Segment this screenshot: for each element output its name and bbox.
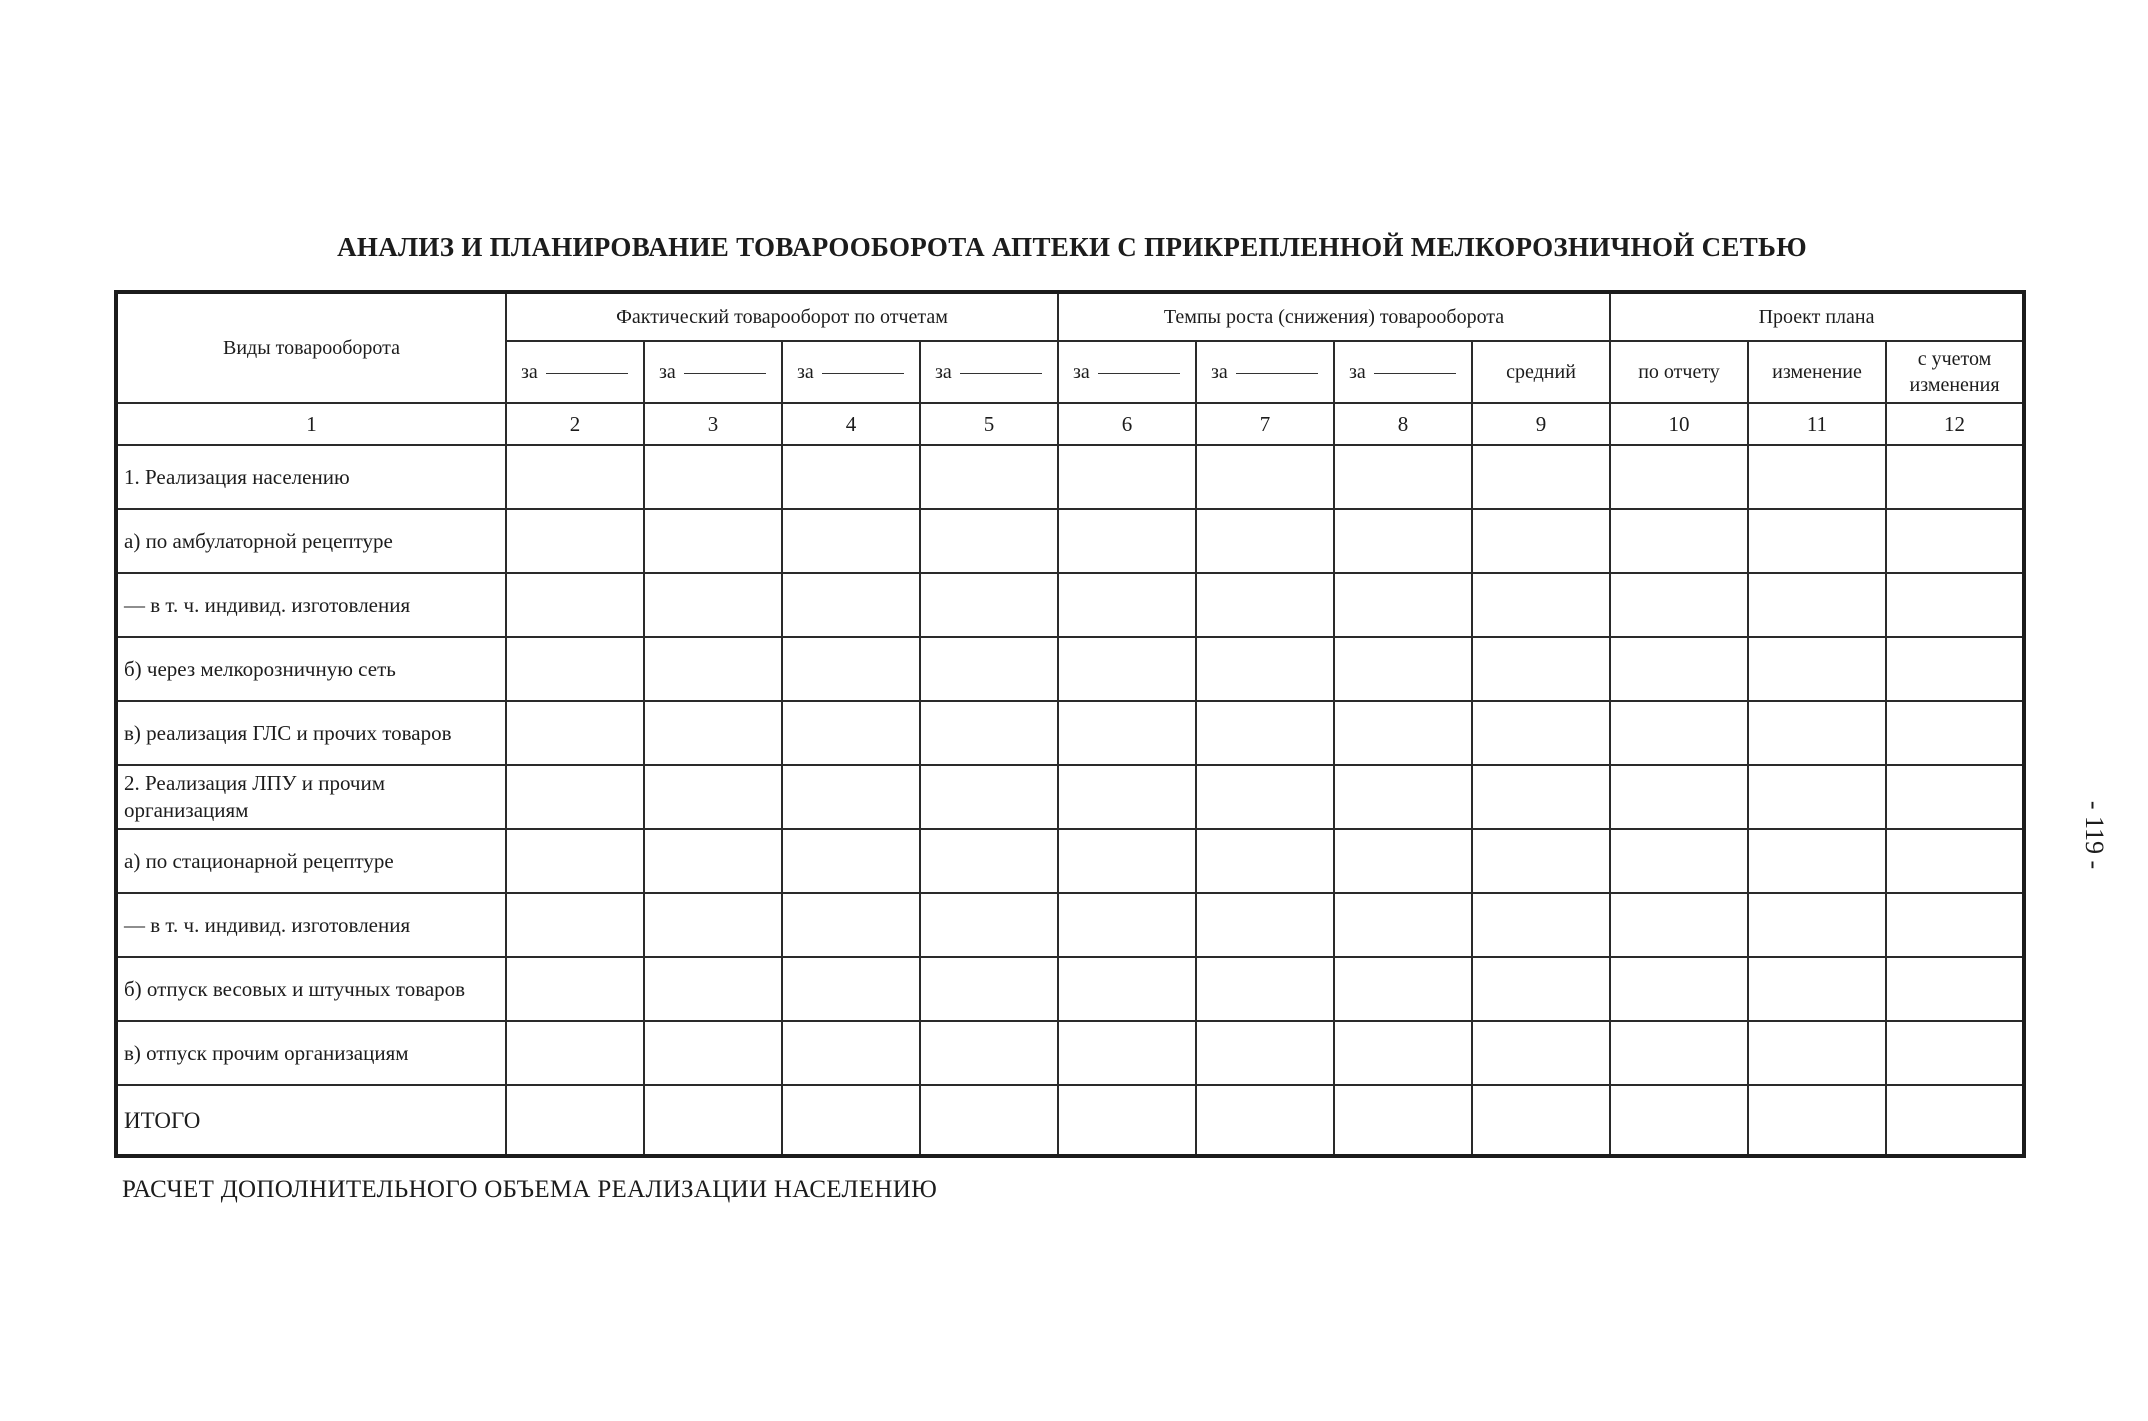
blank-cell	[506, 445, 644, 509]
blank-cell	[1196, 1085, 1334, 1156]
blank-cell	[1472, 1085, 1610, 1156]
row-label: а) по амбулаторной рецептуре	[116, 509, 506, 573]
blank-cell	[782, 573, 920, 637]
blank-cell	[1886, 957, 2024, 1021]
blank-cell	[506, 829, 644, 893]
blank-cell	[1058, 765, 1196, 829]
period-blank	[960, 373, 1042, 374]
blank-cell	[782, 829, 920, 893]
section-subtitle: РАСЧЕТ ДОПОЛНИТЕЛЬНОГО ОБЪЕМА РЕАЛИЗАЦИИ НАСЕЛЕНИЮ	[122, 1176, 938, 1203]
period-blank	[1098, 373, 1180, 374]
blank-cell	[1610, 509, 1748, 573]
header-by-report: по отчету	[1610, 341, 1748, 403]
period-cell	[644, 341, 782, 403]
period-label: за	[659, 360, 676, 383]
column-number: 9	[1472, 403, 1610, 445]
blank-cell	[782, 701, 920, 765]
blank-cell	[1334, 957, 1472, 1021]
period-cell	[506, 341, 644, 403]
table-row	[116, 829, 2024, 893]
blank-cell	[1886, 445, 2024, 509]
blank-cell	[1472, 1021, 1610, 1085]
blank-cell	[644, 637, 782, 701]
blank-cell	[1334, 893, 1472, 957]
blank-cell	[1058, 829, 1196, 893]
column-number: 2	[506, 403, 644, 445]
blank-cell	[1610, 1085, 1748, 1156]
column-number: 3	[644, 403, 782, 445]
blank-cell	[782, 509, 920, 573]
blank-cell	[782, 893, 920, 957]
table-row	[116, 637, 2024, 701]
blank-cell	[1610, 573, 1748, 637]
period-label: за	[935, 360, 952, 383]
row-label: а) по стационарной рецептуре	[116, 829, 506, 893]
blank-cell	[1472, 893, 1610, 957]
blank-cell	[1886, 509, 2024, 573]
blank-cell	[1748, 765, 1886, 829]
blank-cell	[1748, 1085, 1886, 1156]
period-blank	[1374, 373, 1456, 374]
table-row	[116, 1021, 2024, 1085]
blank-cell	[920, 829, 1058, 893]
blank-cell	[920, 637, 1058, 701]
blank-cell	[782, 957, 920, 1021]
blank-cell	[1334, 445, 1472, 509]
blank-cell	[1334, 701, 1472, 765]
column-number: 12	[1886, 403, 2024, 445]
blank-cell	[644, 1085, 782, 1156]
blank-cell	[1886, 701, 2024, 765]
blank-cell	[920, 445, 1058, 509]
blank-cell	[506, 573, 644, 637]
blank-cell	[1886, 765, 2024, 829]
column-number: 7	[1196, 403, 1334, 445]
blank-cell	[1886, 893, 2024, 957]
blank-cell	[1886, 1021, 2024, 1085]
blank-cell	[644, 957, 782, 1021]
blank-cell	[1610, 957, 1748, 1021]
blank-cell	[506, 509, 644, 573]
blank-cell	[1196, 957, 1334, 1021]
blank-cell	[1196, 765, 1334, 829]
blank-cell	[1748, 573, 1886, 637]
blank-cell	[1472, 573, 1610, 637]
row-label: 2. Реализация ЛПУ и прочим организациям	[116, 765, 506, 829]
header-actual-turnover: Фактический товарооборот по отчетам	[506, 292, 1058, 341]
blank-cell	[920, 893, 1058, 957]
row-label: 1. Реализация населению	[116, 445, 506, 509]
blank-cell	[1886, 637, 2024, 701]
column-number: 10	[1610, 403, 1748, 445]
blank-cell	[920, 701, 1058, 765]
blank-cell	[644, 765, 782, 829]
blank-cell	[1748, 1021, 1886, 1085]
blank-cell	[1058, 1085, 1196, 1156]
blank-cell	[1196, 573, 1334, 637]
header-average: средний	[1472, 341, 1610, 403]
blank-cell	[506, 765, 644, 829]
document-title: АНАЛИЗ И ПЛАНИРОВАНИЕ ТОВАРООБОРОТА АПТЕКИ С ПРИКРЕПЛЕННОЙ МЕЛКОРОЗНИЧНОЙ СЕТЬЮ	[337, 232, 1807, 262]
header-change: изменение	[1748, 341, 1886, 403]
column-number: 8	[1334, 403, 1472, 445]
blank-cell	[1058, 445, 1196, 509]
blank-cell	[1472, 637, 1610, 701]
period-label: за	[521, 360, 538, 383]
blank-cell	[920, 573, 1058, 637]
blank-cell	[1196, 509, 1334, 573]
period-blank	[684, 373, 766, 374]
blank-cell	[1334, 637, 1472, 701]
column-number: 1	[116, 403, 506, 445]
blank-cell	[782, 765, 920, 829]
blank-cell	[644, 829, 782, 893]
header-turnover-types: Виды товарооборота	[116, 292, 506, 403]
table-row-total	[116, 1085, 2024, 1156]
period-cell	[920, 341, 1058, 403]
blank-cell	[1058, 957, 1196, 1021]
blank-cell	[1058, 509, 1196, 573]
blank-cell	[1610, 701, 1748, 765]
period-label: за	[1211, 360, 1228, 383]
blank-cell	[1058, 893, 1196, 957]
blank-cell	[1196, 829, 1334, 893]
blank-cell	[1058, 701, 1196, 765]
period-blank	[822, 373, 904, 374]
row-label: б) через мелкорозничную сеть	[116, 637, 506, 701]
blank-cell	[920, 957, 1058, 1021]
blank-cell	[1610, 893, 1748, 957]
blank-cell	[1058, 637, 1196, 701]
blank-cell	[1472, 509, 1610, 573]
column-number: 5	[920, 403, 1058, 445]
table-row	[116, 573, 2024, 637]
blank-cell	[644, 573, 782, 637]
blank-cell	[1472, 957, 1610, 1021]
table-row	[116, 701, 2024, 765]
blank-cell	[1472, 829, 1610, 893]
blank-cell	[506, 893, 644, 957]
blank-cell	[920, 509, 1058, 573]
blank-cell	[1748, 829, 1886, 893]
table-row	[116, 509, 2024, 573]
period-blank	[1236, 373, 1318, 374]
column-number: 11	[1748, 403, 1886, 445]
blank-cell	[644, 893, 782, 957]
blank-cell	[920, 1085, 1058, 1156]
turnover-table	[114, 290, 2026, 1158]
row-label: б) отпуск весовых и штучных товаров	[116, 957, 506, 1021]
blank-cell	[920, 1021, 1058, 1085]
blank-cell	[1748, 637, 1886, 701]
blank-cell	[1472, 765, 1610, 829]
blank-cell	[1334, 1085, 1472, 1156]
blank-cell	[1748, 445, 1886, 509]
blank-cell	[1472, 701, 1610, 765]
blank-cell	[1058, 1021, 1196, 1085]
blank-cell	[1196, 701, 1334, 765]
header-with-change: с учетом изменения	[1886, 341, 2024, 403]
column-number-row	[116, 403, 2024, 445]
blank-cell	[1610, 765, 1748, 829]
blank-cell	[644, 701, 782, 765]
period-label: за	[1349, 360, 1366, 383]
row-label-total: ИТОГО	[116, 1085, 506, 1156]
period-label: за	[797, 360, 814, 383]
period-cell	[1334, 341, 1472, 403]
blank-cell	[920, 765, 1058, 829]
blank-cell	[1610, 637, 1748, 701]
blank-cell	[506, 1085, 644, 1156]
page-number: - 119 -	[2080, 800, 2110, 870]
blank-cell	[1610, 1021, 1748, 1085]
blank-cell	[782, 1085, 920, 1156]
blank-cell	[506, 637, 644, 701]
blank-cell	[1886, 829, 2024, 893]
blank-cell	[506, 701, 644, 765]
table-row	[116, 765, 2024, 829]
blank-cell	[1748, 957, 1886, 1021]
table-row	[116, 893, 2024, 957]
blank-cell	[1748, 893, 1886, 957]
blank-cell	[1196, 1021, 1334, 1085]
period-blank	[546, 373, 628, 374]
row-label: в) реализация ГЛС и прочих товаров	[116, 701, 506, 765]
row-label: в) отпуск прочим организациям	[116, 1021, 506, 1085]
blank-cell	[1610, 829, 1748, 893]
period-cell	[1058, 341, 1196, 403]
blank-cell	[782, 637, 920, 701]
blank-cell	[1334, 1021, 1472, 1085]
table-row	[116, 957, 2024, 1021]
blank-cell	[644, 445, 782, 509]
blank-cell	[644, 509, 782, 573]
blank-cell	[1058, 573, 1196, 637]
header-plan-project: Проект плана	[1610, 292, 2024, 341]
blank-cell	[782, 445, 920, 509]
blank-cell	[1196, 445, 1334, 509]
blank-cell	[1334, 765, 1472, 829]
blank-cell	[506, 1021, 644, 1085]
blank-cell	[1886, 1085, 2024, 1156]
column-number: 6	[1058, 403, 1196, 445]
period-cell	[782, 341, 920, 403]
blank-cell	[1196, 893, 1334, 957]
blank-cell	[1610, 445, 1748, 509]
blank-cell	[506, 957, 644, 1021]
blank-cell	[782, 1021, 920, 1085]
blank-cell	[1334, 509, 1472, 573]
blank-cell	[1886, 573, 2024, 637]
column-number: 4	[782, 403, 920, 445]
blank-cell	[1748, 701, 1886, 765]
row-label: — в т. ч. индивид. изготовления	[116, 893, 506, 957]
blank-cell	[1334, 573, 1472, 637]
blank-cell	[1334, 829, 1472, 893]
blank-cell	[1472, 445, 1610, 509]
table-row	[116, 445, 2024, 509]
blank-cell	[644, 1021, 782, 1085]
header-growth-rates: Темпы роста (снижения) товарооборота	[1058, 292, 1610, 341]
period-label: за	[1073, 360, 1090, 383]
blank-cell	[1748, 509, 1886, 573]
period-cell	[1196, 341, 1334, 403]
blank-cell	[1196, 637, 1334, 701]
row-label: — в т. ч. индивид. изготовления	[116, 573, 506, 637]
